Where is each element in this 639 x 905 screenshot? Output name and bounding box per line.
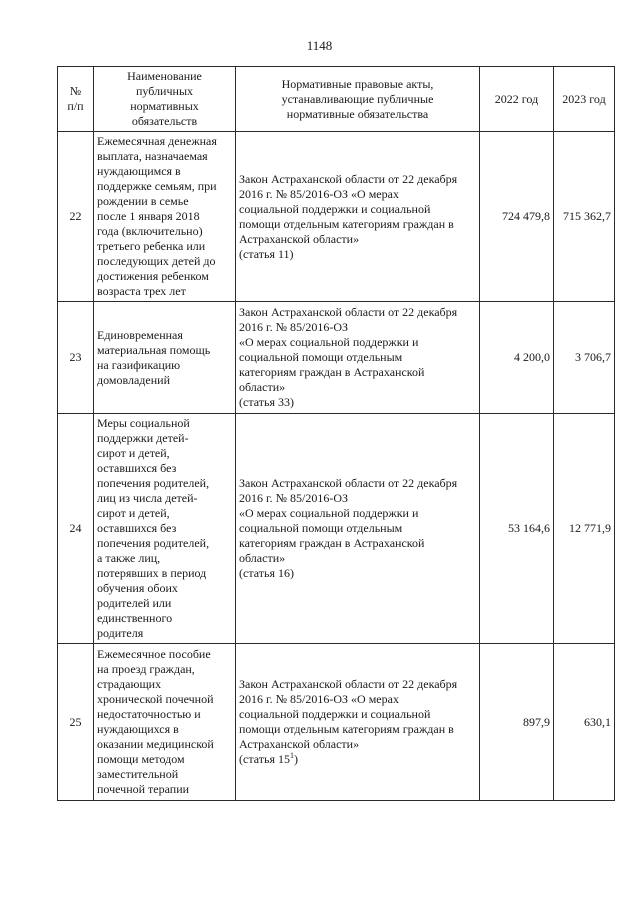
value-2022: 724 479,8 bbox=[480, 132, 554, 302]
value-2023: 3 706,7 bbox=[554, 302, 615, 414]
row-number: 25 bbox=[58, 644, 94, 801]
header-year-2022: 2022 год bbox=[480, 67, 554, 132]
table-row bbox=[58, 132, 615, 302]
legal-act-tail: ) bbox=[293, 752, 298, 766]
legal-act bbox=[236, 644, 480, 801]
header-year-2023: 2023 год bbox=[554, 67, 615, 132]
legal-act bbox=[236, 132, 480, 302]
table-row bbox=[58, 644, 615, 801]
row-number: 23 bbox=[58, 302, 94, 414]
value-2022: 53 164,6 bbox=[480, 414, 554, 644]
legal-act-text: Закон Астраханской области от 22 декабря 2016 г. № 85/2016-ОЗ «О мерах социальной поддержки и социальной помощи отдельным категориям граждан в Астраханской области» (статья 16) bbox=[239, 476, 458, 580]
value-2022: 4 200,0 bbox=[480, 302, 554, 414]
table-header-row bbox=[58, 67, 615, 132]
header-num: № п/п bbox=[58, 67, 94, 132]
row-number: 22 bbox=[58, 132, 94, 302]
legal-act bbox=[236, 302, 480, 414]
value-2023: 12 771,9 bbox=[554, 414, 615, 644]
table-row bbox=[58, 302, 615, 414]
row-number: 24 bbox=[58, 414, 94, 644]
header-name: Наименование публичных нормативных обязательств bbox=[94, 67, 236, 132]
legal-act-text: Закон Астраханской области от 22 декабря 2016 г. № 85/2016-ОЗ «О мерах социальной поддержки и социальной помощи отдельным категориям граждан в Астраханской области» (статья 33) bbox=[239, 305, 458, 409]
value-2023: 630,1 bbox=[554, 644, 615, 801]
obligation-name: Ежемесячная денежная выплата, назначаемая нуждающимся в поддержке семьям, при рождении в семье после 1 января 2018 года (включительно) третьего ребенка или последующих детей до достижения ребенком возраста трех лет bbox=[94, 132, 236, 302]
page-number: 1148 bbox=[306, 38, 333, 53]
obligation-name: Ежемесячное пособие на проезд граждан, страдающих хронической почечной недостаточностью и нуждающихся в оказании медицинской помощи методом заместительной почечной терапии bbox=[94, 644, 236, 801]
legal-act-text: Закон Астраханской области от 22 декабря 2016 г. № 85/2016-ОЗ «О мерах социальной поддержки и социальной помощи отдельным категориям граждан в Астраханской области» (статья 11) bbox=[239, 171, 458, 261]
obligation-name: Меры социальной поддержки детей- сирот и детей, оставшихся без попечения родителей, лиц из числа детей- сирот и детей, оставшихся без попечения родителей, а также лиц, потерявших в период обучения обоих родителей или единственного родителя bbox=[94, 414, 236, 644]
header-acts: Нормативные правовые акты, устанавливающие публичные нормативные обязательства bbox=[236, 67, 480, 132]
legal-act bbox=[236, 414, 480, 644]
obligations-table bbox=[57, 66, 615, 801]
value-2022: 897,9 bbox=[480, 644, 554, 801]
article-superscript: 1 bbox=[289, 751, 294, 760]
legal-act-text: Закон Астраханской области от 22 декабря 2016 г. № 85/2016-ОЗ «О мерах социальной поддержки и социальной помощи отдельным категориям граждан в Астраханской области» (статья 15 bbox=[239, 677, 458, 766]
obligation-name: Единовременная материальная помощь на газификацию домовладений bbox=[94, 302, 236, 414]
value-2023: 715 362,7 bbox=[554, 132, 615, 302]
table-row bbox=[58, 414, 615, 644]
